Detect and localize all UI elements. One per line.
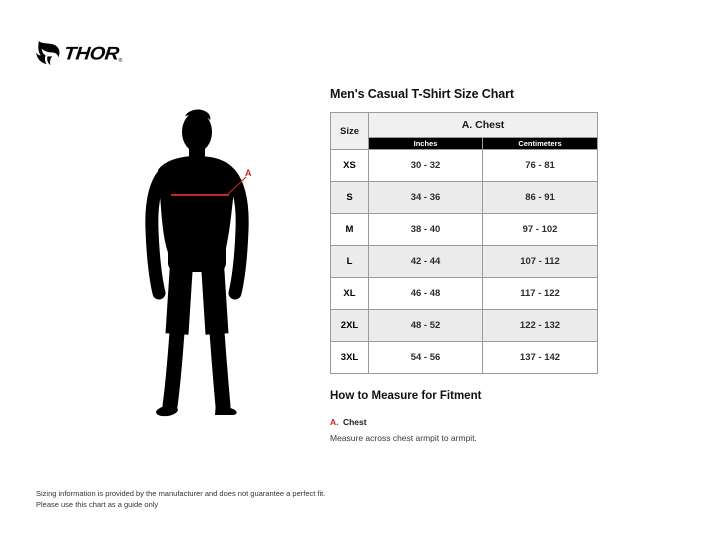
column-header-inches: Inches (369, 138, 483, 150)
size-label: M (331, 214, 369, 246)
disclaimer-line-2: Please use this chart as a guide only (36, 500, 159, 510)
centimeters-value: 86 - 91 (483, 182, 598, 214)
centimeters-value: 76 - 81 (483, 150, 598, 182)
table-row (331, 150, 598, 182)
table-row (331, 342, 598, 374)
body-silhouette-figure (115, 106, 295, 426)
column-header-centimeters: Centimeters (483, 138, 598, 150)
table-row (331, 182, 598, 214)
thor-helmet-icon (35, 40, 62, 67)
table-row (331, 246, 598, 278)
measure-item-key: A. (330, 417, 339, 427)
centimeters-value: 117 - 122 (483, 278, 598, 310)
size-label: 3XL (331, 342, 369, 374)
measure-item-heading (330, 412, 477, 430)
size-label: 2XL (331, 310, 369, 342)
table-unit-row (331, 138, 598, 150)
inches-value: 38 - 40 (369, 214, 483, 246)
size-label: L (331, 246, 369, 278)
size-label: XL (331, 278, 369, 310)
table-row (331, 214, 598, 246)
measure-item-description: Measure across chest armpit to armpit. (330, 433, 477, 443)
measure-item-name: Chest (342, 417, 367, 427)
measure-item-chest (330, 412, 477, 443)
column-header-size: Size (331, 113, 369, 150)
centimeters-value: 122 - 132 (483, 310, 598, 342)
size-chart-title: Men's Casual T-Shirt Size Chart (330, 87, 514, 101)
centimeters-value: 107 - 112 (483, 246, 598, 278)
size-label: XS (331, 150, 369, 182)
size-chart-table (330, 112, 598, 374)
centimeters-value: 137 - 142 (483, 342, 598, 374)
table-header-row (331, 113, 598, 138)
thor-logo-text: THOR (62, 43, 120, 64)
inches-value: 42 - 44 (369, 246, 483, 278)
inches-value: 30 - 32 (369, 150, 483, 182)
centimeters-value: 97 - 102 (483, 214, 598, 246)
column-header-chest: A. Chest (369, 113, 598, 138)
size-label: S (331, 182, 369, 214)
table-row (331, 310, 598, 342)
registered-trademark-mark: ® (118, 58, 123, 64)
how-to-measure-title: How to Measure for Fitment (330, 390, 482, 402)
disclaimer-footer (36, 488, 325, 511)
chest-measure-label: A (245, 168, 252, 178)
thor-logo (35, 40, 122, 67)
inches-value: 54 - 56 (369, 342, 483, 374)
inches-value: 48 - 52 (369, 310, 483, 342)
inches-value: 34 - 36 (369, 182, 483, 214)
table-row (331, 278, 598, 310)
inches-value: 46 - 48 (369, 278, 483, 310)
disclaimer-line-1: Sizing information is provided by the manufacturer and does not guarantee a perfect fit. (36, 489, 326, 498)
